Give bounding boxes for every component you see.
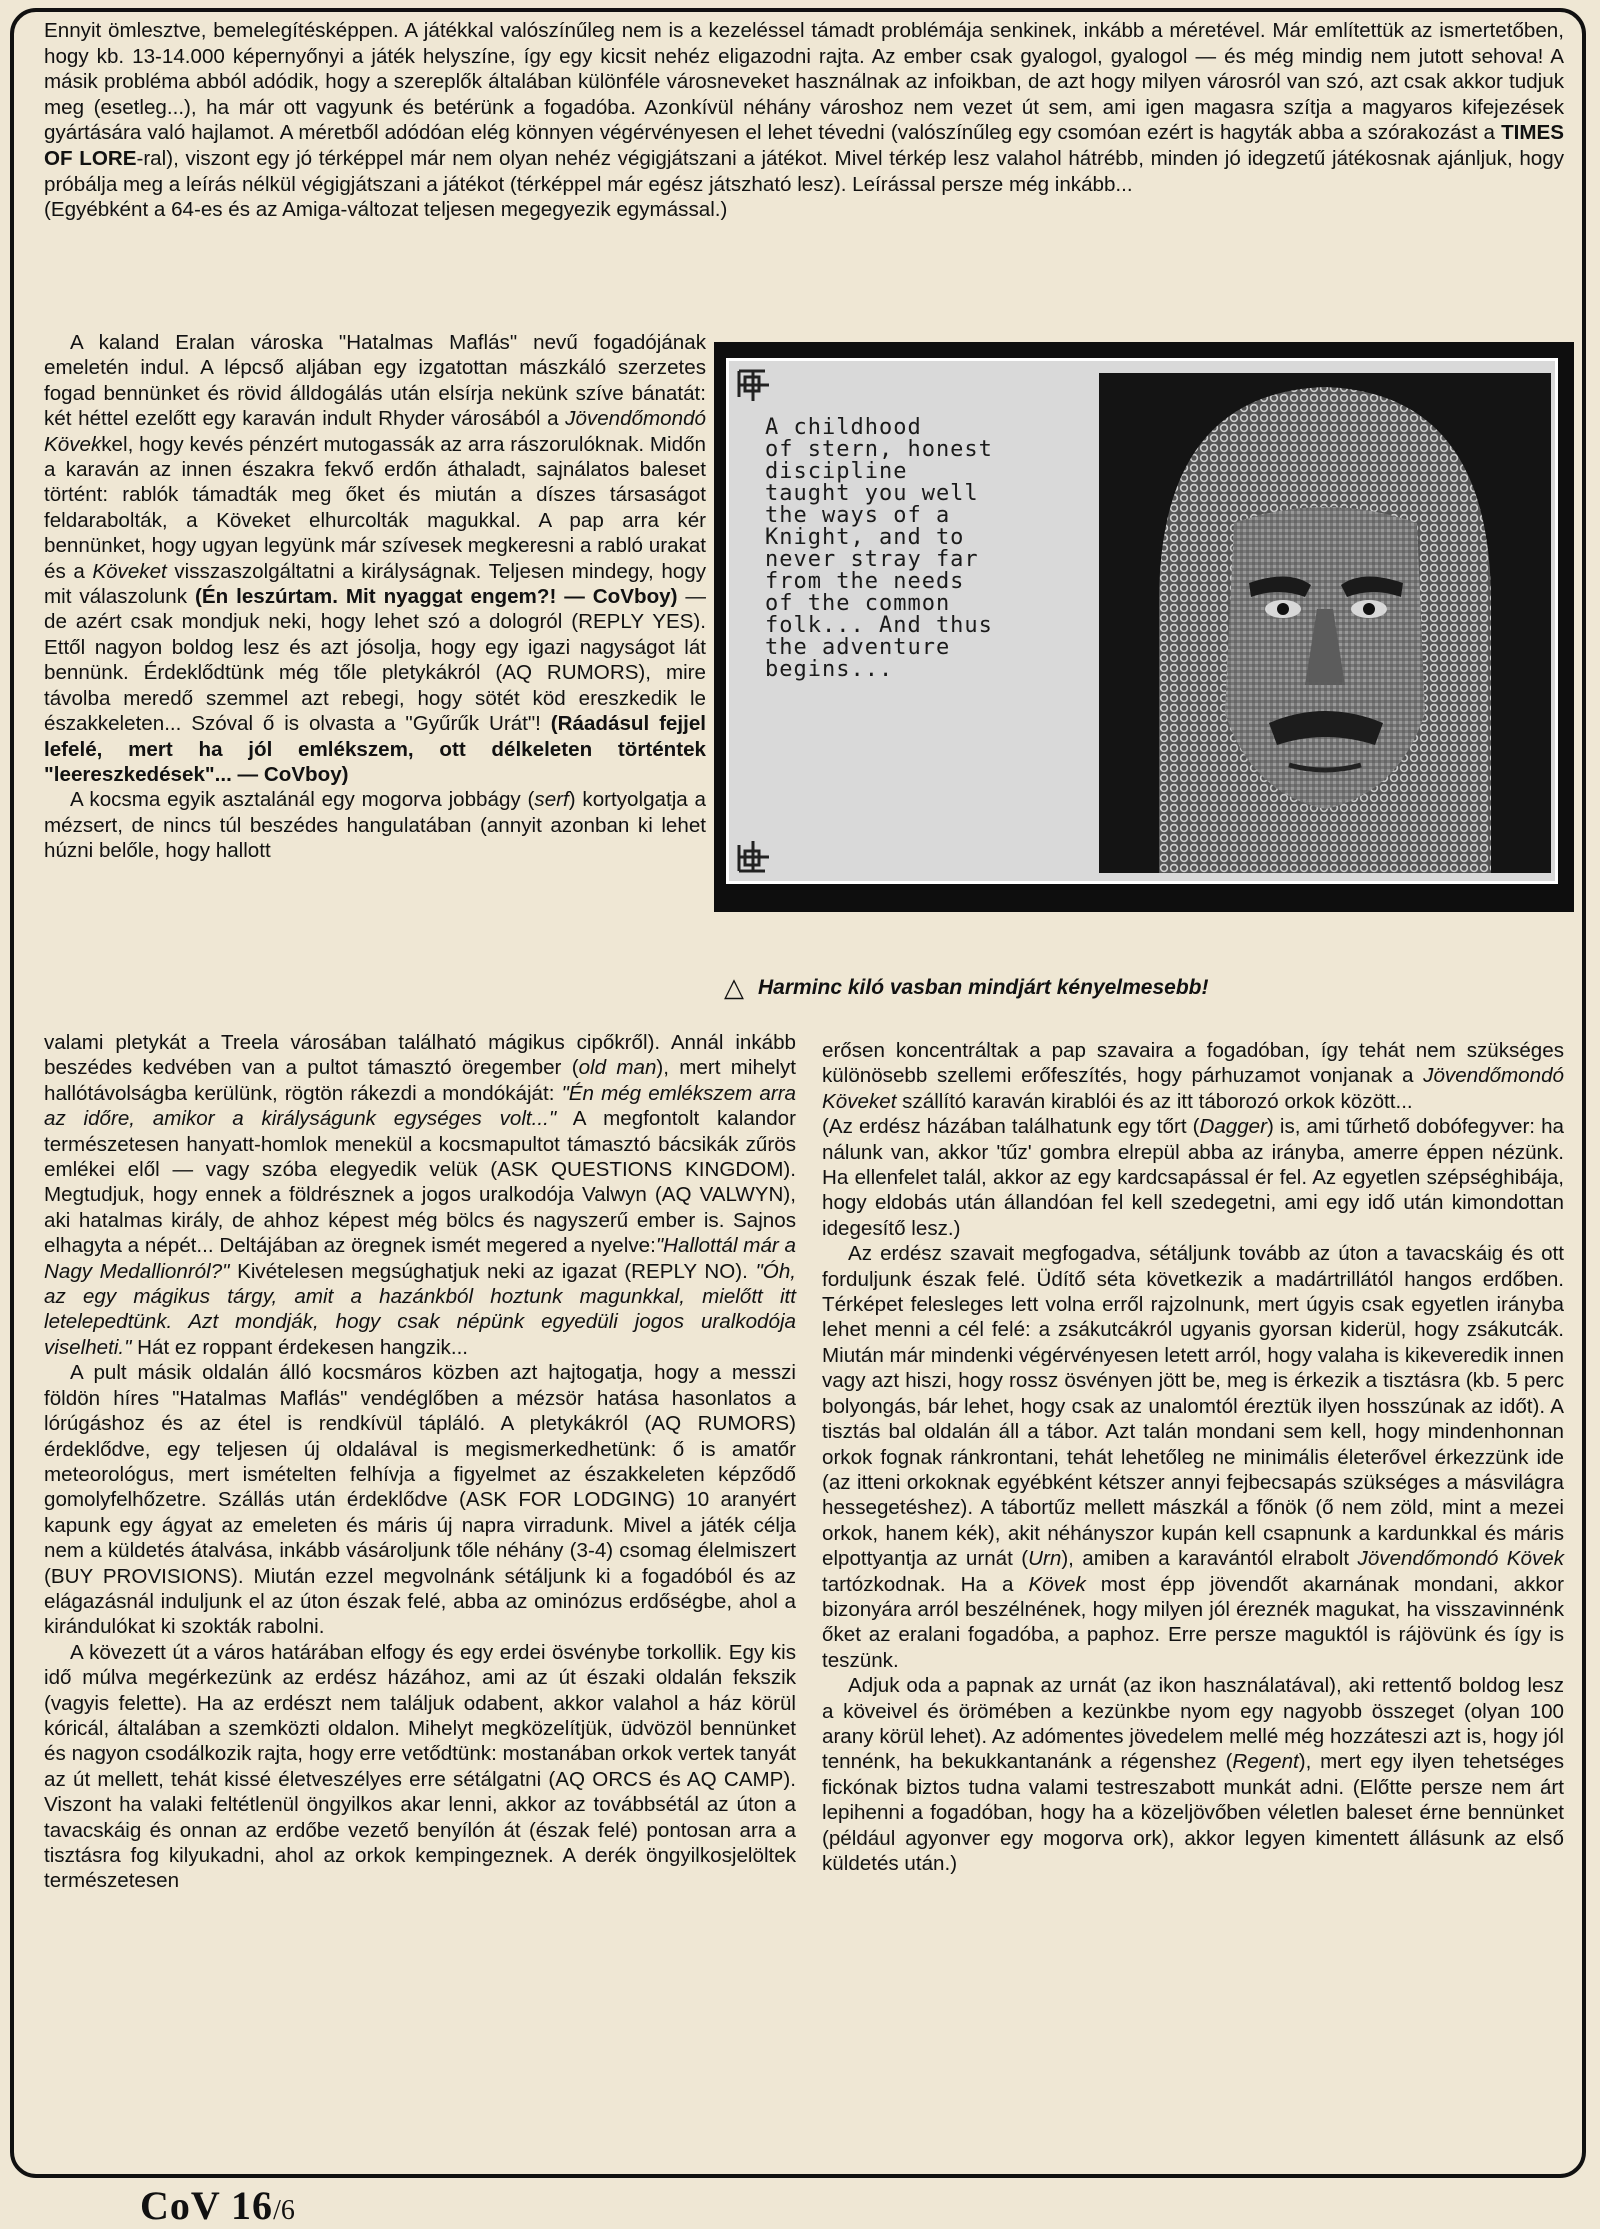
covboy-comment-2: (Ráadásul fejjel lefelé, mert ha jól emlékszem, ott délkeleten történtek "leereszkedések"... — CoVboy) bbox=[44, 712, 707, 786]
story-line: begins... bbox=[765, 657, 894, 682]
knight-portrait bbox=[1099, 373, 1551, 873]
story-line: taught you well bbox=[765, 481, 979, 506]
story-line: the adventure bbox=[765, 635, 951, 660]
left-paragraph-2b: valami pletykát a Treela városában található mágikus cipőkről). Annál inkább beszédes kedvében van a pultot támasztó öregember (old man), mert mihelyt hallótávolságba kerülünk, rögtön rákezdi a mondókáját: "Én még emlékszem arra az időre, amikor a királyságunk egységes volt..." A megfontolt kalandor természetesen hanyatt-homlok menekül a kocsmapultot támasztó bácsikák zűrös emlékei elől — vagy szóba elegyedik velük (ASK QUESTIONS KINGDOM). Megtudjuk, hogy ennek a földrésznek a jogos uralkodója Valwyn (AQ VALWYN), aki hatalmas király, de ahhoz képest még bölcs és nagyszerű ember is. Sajnos elhagyta a népét... Deltájában az öregnek ismét megered a nyelve:"Hallottál már a Nagy Medallionról?" Kivételesen megsúghatjuk neki az igazat (REPLY NO). "Óh, az egy mágikus tárgy, amit a hazánkból hoztunk magunkkal, mielőtt itt letelepedtünk. Azt mondják, hogy csak népünk egyedüli jogos uralkodója viselheti." Hát ez roppant érdekesen hangzik... bbox=[44, 1031, 797, 1359]
intro-text-1: Ennyit ömlesztve, bemelegítésképpen. A játékkal valószínűleg nem is a kezeléssel támadt problémája senkinek, inkább a méretével. Már említettük az ismertetőben, hogy kb. 13-14.000 képernyőnyi a játék helyszíne, így egy kicsit nehéz eligazodni rajta. Az ember csak gyalogol, gyalogol — és még mindig nem jutott sehova! A másik probléma abból adódik, hogy a szereplők általában különféle városneveket használnak az infoikban, de azt hogy milyen városról van szó, azt csak akkor tudjuk meg (esetleg...), ha már ott vagyunk és betérünk a fogadóba. Azonkívül néhány városhoz nem vezet út sem, ami igen magasra szítja a magyaros kifejezések gyártására való hajlamot. A méretből adódóan elég könnyen végérvényesen el lehet tévedni (valószínűleg egy csomóan ezért is hagyták abba a szórakozást a bbox=[44, 19, 1564, 145]
game-screen bbox=[726, 358, 1558, 884]
story-line: discipline bbox=[765, 459, 908, 484]
story-line: folk... And thus bbox=[765, 613, 993, 638]
right-paragraph-3: Az erdész szavait megfogadva, sétáljunk tovább az úton a tavacskáig és ott forduljunk észak felé. Üdítő séta következik a madártrillától hangos erdőben. Térképet felesleges lett volna erről rajzolnunk, mert úgyis csak egyetlen irányba lehet menni a cél felé: a zsákutcákról ugyanis gyorsan kiderül, hogy zsákutcák. Miután már mindenki végérvényesen letett arról, hogy valaha is kikeveredik innen vagy azt hiszi, hogy rossz ösvényen jött be, meg is érkezik a tisztásra (kb. 5 perc bolyongás, bár lehet, hogy csak az unalomtól éreztük ilyen hosszúnak az időt). A tisztás bal oldalán áll a tábor. Azt talán mondani sem kell, hogy mindenhonnan orkok fognak ránkrontani, tehát lehetőleg ne minimális életerővel érkezzünk ide (az itteni orkoknak egyébként kétszer annyi fejbecsapás szükséges a másvilágra hessegetéshez). A tábortűz mellett mászkál a főnök (ő nem zöld, mint a mezei orkok, hanem kék), akit néhányszor kupán kell csapnunk a kardunkkal és máris elpottyantja az urnát (Urn), amiben a karavántól elrabolt Jövendőmondó Kövek tartózkodnak. Ha a Kövek most épp jövendőt akarnának mondani, akkor bizonyára arról beszélnének, hogy milyen jól éreznék magukat, ha visszavinnénk őket az eralani fogadóba, a paphoz. Erre persze maguktól is rájövünk és így is teszünk. bbox=[822, 1242, 1564, 1672]
right-column bbox=[822, 1038, 1564, 1876]
story-line: A childhood bbox=[765, 415, 922, 440]
intro-note: (Egyébként a 64-es és az Amiga-változat teljesen megegyezik egymással.) bbox=[44, 198, 728, 222]
left-column bbox=[44, 330, 706, 864]
left-paragraph-3: A pult másik oldalán álló kocsmáros közben azt hajtogatja, hogy a messzi földön híres "Hatalmas Maflás" vendéglőben a mézsör hatása hasonlatos a lórúgáshoz és az étel is rendkívül tápláló. A pletykákról (AQ RUMORS) érdeklődve, egy teljesen új oldalával is megismerkedhetünk: ő is amatőr meteorológus, mert ismételten felhívja a figyelmet az északkeleten képződő gomolyfelhőzetre. Szállás után érdeklődve (ASK FOR LODGING) 10 aranyért kapunk egy ágyat az emeleten és máris új napra virradunk. Mivel a játék célja nem a küldetés átalvása, inkább vásároljunk tőle néhány (3-4) csomag élelmiszert (BUY PROVISIONS). Miután ezzel megvolnánk sétáljunk ki a fogadóból és az elágazásnál induljunk el az úton észak felé, abba az ominózus erdőségbe, ahol a kirándulókat ki szokták rabolni. bbox=[44, 1361, 796, 1639]
page-number: /6 bbox=[273, 2195, 295, 2226]
intro-text-2: -ral), viszont egy jó térképpel már nem olyan nehéz végigjátszani a játékot. Mivel térkép lesz valahol hátrébb, minden jó idegzetű játékosnak ajánljuk, hogy próbálja meg a leírás nélkül végigjátszani a játékot (térképpel már egész játszható lesz). Leírással persze még inkább... bbox=[44, 146, 1564, 196]
celtic-knot-icon bbox=[735, 367, 773, 405]
right-paragraph-4: Adjuk oda a papnak az urnát (az ikon használatával), aki rettentő boldog lesz a köveivel és örömében a kezünkbe nyom egy nagyobb összeget (olyan 100 arany körül lehet). Az adómentes jövedelem mellé még hozzáteszi azt is, hogy jól tennénk, ha bekukkantanánk a régenshez (Regent), mert egy ilyen tehetséges fickónak biztos tudna valami testreszabott munkát adni. (Előtte persze nem árt lepihenni a fogadóban, hogy ha a közeljövőben véletlen baleset érne bennünket (például agyonver egy mogorva ork), akkor legyen kimentett állásunk az első küldetés után.) bbox=[822, 1674, 1565, 1875]
story-line: the ways of a bbox=[765, 503, 951, 528]
page-footer bbox=[140, 2182, 295, 2229]
right-paragraph-1: erősen koncentráltak a pap szavaira a fogadóban, így tehát nem szükséges különösebb szellemi erőfeszítés, hogy párhuzamot vonjanak a Jövendőmondó Köveket szállító karaván kirablói és az itt táborozó orkok között... bbox=[822, 1039, 1564, 1113]
intro-story-text bbox=[765, 417, 1065, 681]
screenshot-caption: △ Harminc kiló vasban mindjárt kényelmesebb! bbox=[724, 972, 1209, 1002]
left-column-lower bbox=[44, 1030, 796, 1894]
intro-paragraph bbox=[44, 18, 1564, 223]
story-line: from the needs bbox=[765, 569, 965, 594]
story-line: of the common bbox=[765, 591, 951, 616]
celtic-knot-icon bbox=[735, 837, 773, 875]
right-paragraph-2: (Az erdész házában találhatunk egy tőrt (Dagger) is, ami tűrhető dobófegyver: ha nálunk van, akkor 'tűz' gombra elrepül abba az irányba, amerre éppen nézünk. Ha ellenfelet talál, akkor az egy kardcsapással ér fel. Az egyetlen szépséghibája, hogy eldobás után állandóan fel kell szedegetni, ami egy idő után kimondottan idegesítő lesz.) bbox=[822, 1115, 1564, 1240]
covboy-comment-1: (Én leszúrtam. Mit nyaggat engem?! — CoVboy) bbox=[194, 585, 678, 609]
left-paragraph-4: A kövezett út a város határában elfogy és egy erdei ösvénybe torkollik. Egy kis idő múlva megérkezünk az erdész házához, ami az út északi oldalán fekszik (vagyis felette). Ha az erdészt nem találjuk odabent, akkor valahol a ház körül kóricál, általában a szemközti oldalon. Mihelyt megközelítjük, üdvözöl bennünket és nagyon csodálkozik rajta, hogy erre vetődtünk: mostanában orkok vertek tanyát az út mellett, tehát kissé életveszélyes erre sétálgatni (AQ ORCS és AQ CAMP). Viszont ha valaki feltétlenül öngyilkos akar lenni, akkor az továbbsétál az úton a tavacskáig és onnan az erdőbe vezető benyílón át (észak felé) pontosan arra a tisztásra fog kilyukadni, ahol az orkok kempingeznek. A derék öngyilkosjelöltek természetesen bbox=[44, 1640, 796, 1893]
story-line: of stern, honest bbox=[765, 437, 993, 462]
triangle-icon: △ bbox=[724, 972, 744, 1002]
magazine-issue: CoV 16 bbox=[140, 2183, 274, 2228]
story-line: Knight, and to bbox=[765, 525, 965, 550]
intro-game-title: TIMES OF LORE bbox=[44, 121, 1564, 170]
page-frame bbox=[10, 8, 1586, 2178]
left-paragraph-2a: A kocsma egyik asztalánál egy mogorva jobbágy (serf) kortyolgatja a mézsert, de nincs túl beszédes hangulatában (annyit azonban ki lehet húzni belőle, hogy hallott bbox=[44, 788, 706, 863]
story-line: never stray far bbox=[765, 547, 979, 572]
game-screenshot bbox=[714, 342, 1574, 912]
left-paragraph-1: A kaland Eralan városka "Hatalmas Maflás" nevű fogadójának emeletén indul. A lépcső aljában egy izgatottan mászkáló szerzetes fogad bennünket és rövid álldogálás után elsírja nekünk szíve bánatát: két héttel ezelőtt egy karaván indult Rhyder városából a Jövendőmondó Kövekkel, hogy kevés pénzért mutogassák az arra rászorulóknak. Midőn a karaván az innen északra fekvő erdőn áthaladt, sajnálatos baleset történt: rablók támadták meg őket és miután a díszes társaságot feldarabolták, a Köveket elhurcolták magukkal. A pap arra kér bennünket, hogy ugyan legyünk már szívesek megkeresni a rabló urakat és a Köveket visszaszolgáltatni a királyságnak. Teljesen mindegy, hogy mit válaszolunk (Én leszúrtam. Mit nyaggat engem?! — CoVboy) — de azért csak mondjuk neki, hogy lehet szó a dologról (REPLY YES). Ettől nagyon boldog lesz és azt jósolja, hogy egy igazi nagyságot lát bennünk. Érdeklődtünk még tőle pletykákról (AQ RUMORS), mire távolba meredő szemmel azt rebegi, hogy sötét köd ereszkedik le északkeleten... Szóval ő is olvasta a "Gyűrűk Urát"! (Ráadásul fejjel lefelé, mert ha jól emlékszem, ott délkeleten történtek "leereszkedések"... — CoVboy) bbox=[44, 331, 707, 786]
